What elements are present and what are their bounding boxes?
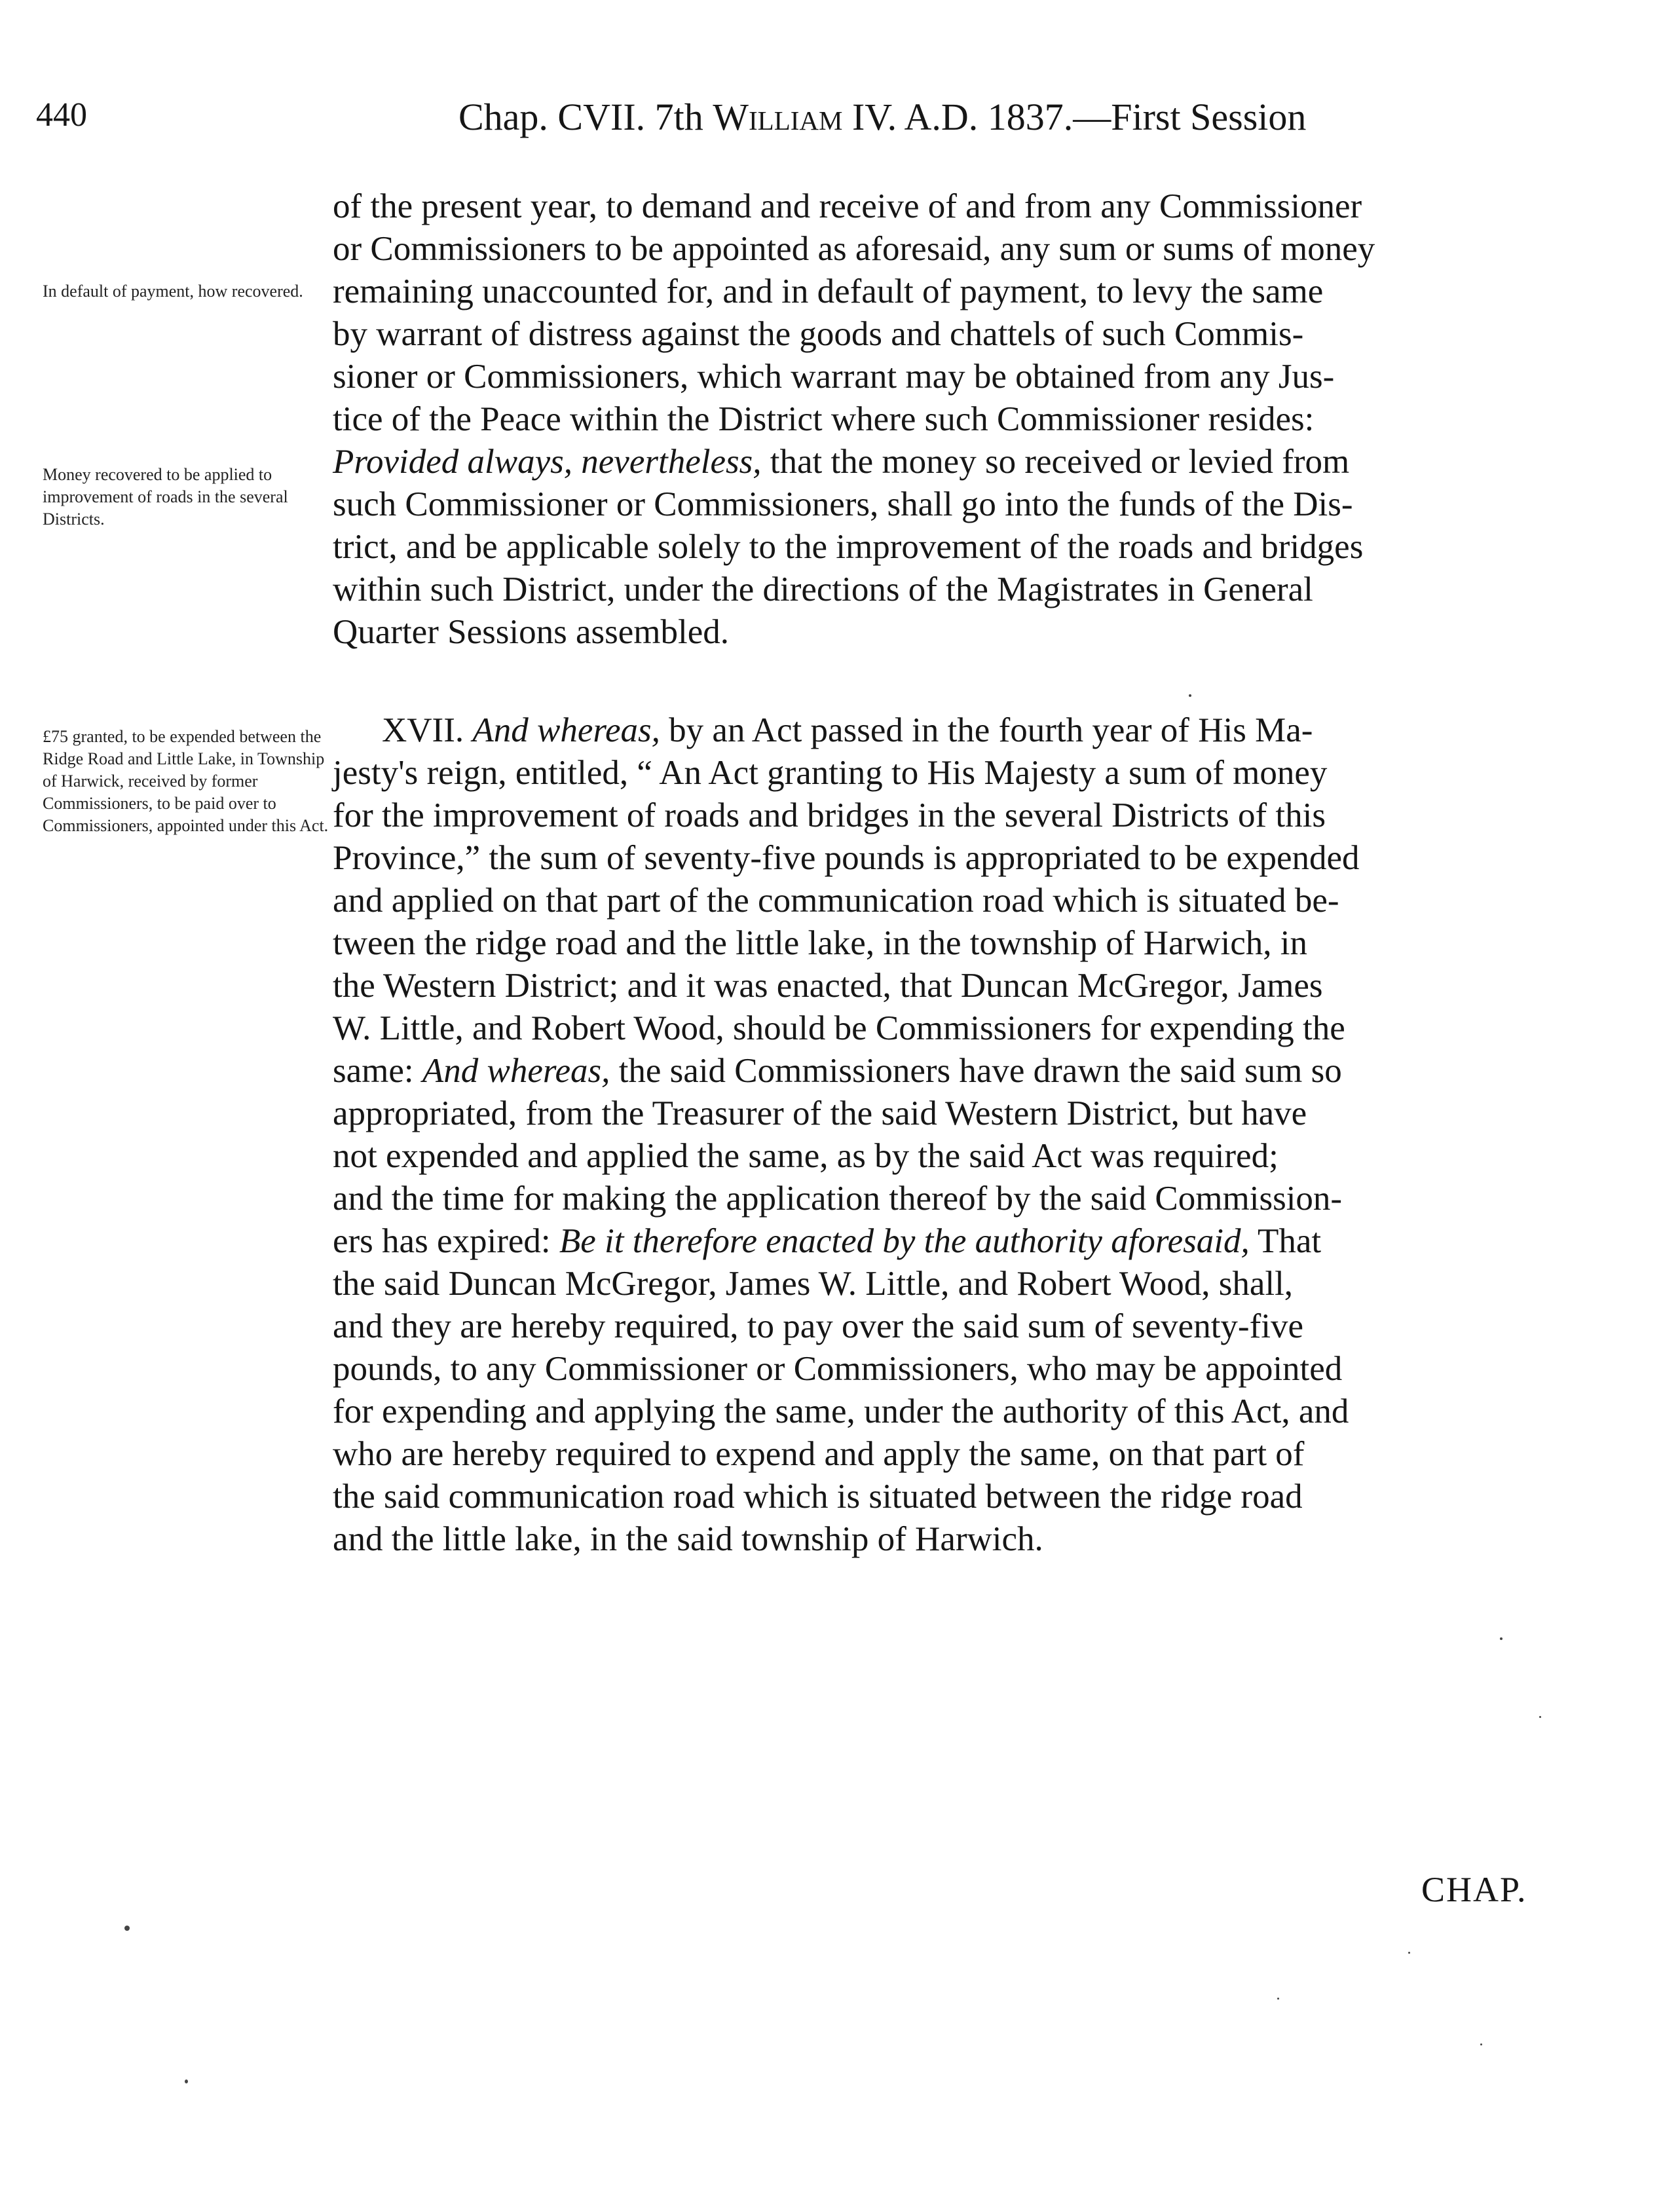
catchword: CHAP. bbox=[1421, 1870, 1527, 1909]
text-line: such Commissioner or Commissioners, shall go into the funds of the Dis- bbox=[333, 485, 1353, 523]
running-head bbox=[458, 98, 1306, 136]
text-line: or Commissioners to be appointed as aforesaid, any sum or sums of money bbox=[333, 230, 1375, 268]
expired-text: ers has expired: bbox=[333, 1222, 559, 1260]
scan-speck bbox=[1480, 2043, 1482, 2045]
text-line: and they are hereby required, to pay over the said sum of seventy-five bbox=[333, 1307, 1303, 1345]
text-line: the said Duncan McGregor, James W. Little, and Robert Wood, shall, bbox=[333, 1265, 1294, 1303]
text-line: trict, and be applicable solely to the improvement of the roads and bridges bbox=[333, 528, 1364, 566]
enacting-rest: That bbox=[1249, 1222, 1322, 1260]
proviso-rest: that the money so received or levied from bbox=[761, 443, 1350, 481]
text-line: tween the ridge road and the little lake, in the township of Harwich, in bbox=[333, 924, 1307, 962]
running-head-king: William bbox=[713, 96, 843, 138]
text-line: and applied on that part of the communication road which is situated be- bbox=[333, 882, 1339, 920]
scan-speck bbox=[1408, 1952, 1410, 1954]
text-line: and the little lake, in the said township of Harwich. bbox=[333, 1520, 1043, 1558]
text-line: for expending and applying the same, under the authority of this Act, and bbox=[333, 1392, 1349, 1430]
and-whereas-italic: And whereas, bbox=[422, 1052, 610, 1090]
text-line: the Western District; and it was enacted, that Duncan McGregor, James bbox=[333, 967, 1323, 1005]
text-line: within such District, under the directions of the Magistrates in General bbox=[333, 570, 1313, 608]
scan-speck bbox=[1539, 1716, 1541, 1718]
same-text: same: bbox=[333, 1052, 422, 1090]
text-line: for the improvement of roads and bridges in the several Districts of this bbox=[333, 796, 1326, 834]
proviso-line bbox=[333, 441, 1600, 483]
scan-speck bbox=[1277, 1998, 1279, 2000]
and-whereas-line bbox=[333, 1050, 1600, 1092]
text-line: sioner or Commissioners, which warrant may be obtained from any Jus- bbox=[333, 358, 1335, 396]
text-line: by warrant of distress against the goods and chattels of such Commis- bbox=[333, 315, 1304, 353]
text-line: jesty's reign, entitled, “ An Act granting to His Majesty a sum of money bbox=[333, 754, 1328, 792]
text-line: the said communication road which is situated between the ridge road bbox=[333, 1478, 1303, 1516]
text-line: tice of the Peace within the District where such Commissioner resides: bbox=[333, 400, 1315, 438]
text-line: Province,” the sum of seventy-five pounds is appropriated to be expended bbox=[333, 839, 1360, 877]
enacting-clause-italic: Be it therefore enacted by the authority aforesaid, bbox=[559, 1222, 1250, 1260]
scan-speck bbox=[185, 2079, 188, 2083]
text-line: remaining unaccounted for, and in default of payment, to levy the same bbox=[333, 272, 1324, 310]
marginal-note-money-recovered: Money recovered to be applied to improvement of roads in the several Districts. bbox=[43, 465, 288, 529]
section-first-line bbox=[333, 709, 1600, 752]
and-whereas-rest: the said Commissioners have drawn the said sum so bbox=[610, 1052, 1342, 1090]
text-line: and the time for making the application thereof by the said Commission- bbox=[333, 1180, 1343, 1218]
text-line: pounds, to any Commissioner or Commissioners, who may be appointed bbox=[333, 1350, 1343, 1388]
section-number: XVII. bbox=[382, 711, 464, 749]
scan-speck bbox=[1500, 1637, 1503, 1640]
section-xvii bbox=[333, 709, 1600, 1561]
whereas-italic: And whereas, bbox=[472, 711, 660, 749]
text-line: W. Little, and Robert Wood, should be Commissioners for expending the bbox=[333, 1009, 1345, 1047]
running-head-chapter: Chap. CVII. 7th bbox=[458, 96, 713, 138]
section-first-line-rest: by an Act passed in the fourth year of His Ma- bbox=[660, 711, 1313, 749]
proviso-italic: Provided always, nevertheless, bbox=[333, 443, 762, 481]
scan-speck bbox=[124, 1926, 130, 1931]
page-number: 440 bbox=[36, 96, 87, 134]
text-line: who are hereby required to expend and apply the same, on that part of bbox=[333, 1435, 1305, 1473]
text-line: Quarter Sessions assembled. bbox=[333, 613, 729, 651]
paragraph-continued bbox=[333, 185, 1600, 654]
running-head-date: IV. A.D. 1837.—First Session bbox=[842, 96, 1307, 138]
marginal-note-75-pounds-granted: £75 granted, to be expended between the Ridge Road and Little Lake, in Township of Harwick, received by former Commissioners, to be paid over to Commissioners, appointed under this Act. bbox=[43, 727, 329, 835]
enacting-line bbox=[333, 1220, 1600, 1263]
text-line: appropriated, from the Treasurer of the said Western District, but have bbox=[333, 1094, 1307, 1132]
text-line: not expended and applied the same, as by the said Act was required; bbox=[333, 1137, 1279, 1175]
scan-speck bbox=[1189, 694, 1191, 697]
marginal-note-default-payment: In default of payment, how recovered. bbox=[43, 282, 303, 301]
text-line: of the present year, to demand and receive of and from any Commissioner bbox=[333, 187, 1362, 225]
